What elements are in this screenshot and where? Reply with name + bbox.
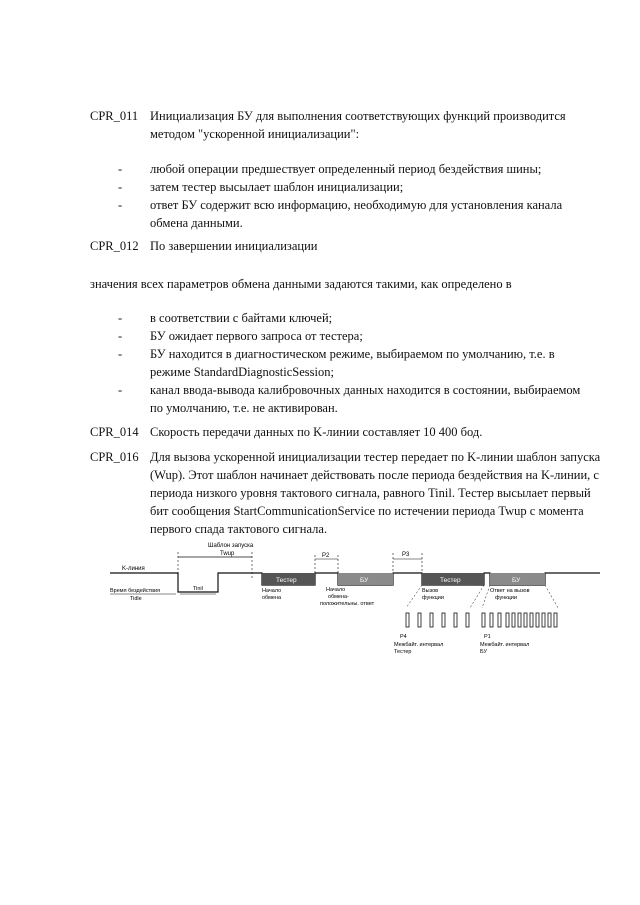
p2-label: P2	[322, 553, 330, 559]
list-item-text: БУ находится в диагностическом режиме, выбираемом по умолчанию, т.е. в режиме StandardDiagnosticSession;	[150, 347, 555, 379]
list-item-text: канал ввода-вывода калибровочных данных находится в состоянии, выбираемом по умолчанию, т.е. не активирован.	[150, 383, 581, 415]
bullet-dash: -	[118, 162, 123, 176]
positive-response-label: положительны. ответ	[320, 601, 375, 607]
tidle-label: Tidle	[130, 596, 142, 602]
function-call-label: Вызов	[422, 588, 439, 594]
ecu-label: БУ	[512, 577, 521, 584]
tinil-label: Tinil	[193, 586, 203, 592]
tester-label: Тестер	[276, 577, 297, 584]
ecu-response-label: Ответ на вызов	[490, 588, 530, 594]
requirement-id: CPR_012	[90, 239, 139, 253]
requirement-text: Скорость передачи данных по K-линии составляет 10 400 бод.	[150, 425, 483, 439]
requirement-text: Для вызова ускоренной инициализации тестер передает по K-линии шаблон запуска (Wup). Этот шаблон начинает действовать после периода бездействия на K-линии, с периода низкого уровня тактового сигнала, равного Tinil. Тестер высылает первый бит сообщения StartCommunicationService по истечении периода Twup с момента первого спада тактового сигнала.	[150, 450, 601, 536]
p4-label: P4	[400, 634, 407, 640]
p1-description: БУ	[480, 649, 487, 655]
ecu-response-label: функции	[495, 595, 517, 601]
tester-bytes	[406, 613, 469, 627]
requirement-id: CPR_014	[90, 425, 139, 439]
function-call-label: функции	[422, 595, 444, 601]
p4-description: Тестер	[394, 649, 412, 655]
bullet-dash: -	[118, 329, 123, 343]
ecu-label: БУ	[360, 577, 369, 584]
p1-description: Межбайт. интервал	[480, 642, 530, 648]
p1-label: P1	[484, 634, 491, 640]
bullet-dash: -	[118, 311, 123, 325]
tester-label: Тестер	[440, 577, 461, 584]
twup-label: Twup	[220, 551, 235, 557]
bullet-dash: -	[118, 180, 123, 194]
list-item-text: БУ ожидает первого запроса от тестера;	[150, 329, 363, 343]
requirement-text: По завершении инициализации	[150, 239, 318, 253]
list-item-text: затем тестер высылает шаблон инициализации;	[150, 180, 404, 194]
zoom-line	[545, 585, 558, 608]
bullet-dash: -	[118, 347, 123, 361]
p3-label: P3	[402, 552, 410, 558]
start-exchange-label: Начало	[262, 588, 282, 594]
values-intro: значения всех параметров обмена данными задаются такими, как определено в	[90, 277, 512, 291]
zoom-line	[470, 585, 484, 608]
requirement-id: CPR_011	[90, 109, 139, 123]
zoom-line	[406, 585, 422, 608]
bullet-dash: -	[118, 198, 123, 212]
list-item-text: любой операции предшествует определенный период бездействия шины;	[150, 162, 542, 176]
timing-diagram	[110, 540, 600, 680]
kline-label: K-линия	[122, 566, 145, 572]
requirement-text: Инициализация БУ для выполнения соответствующих функций производится методом "ускоренной инициализации":	[150, 109, 566, 141]
idle-label: Время бездействия	[110, 588, 161, 594]
ecu-bytes	[482, 613, 557, 627]
list-item-text: ответ БУ содержит всю информацию, необходимую для установления канала обмена данными.	[150, 198, 563, 230]
bullet-dash: -	[118, 383, 123, 397]
positive-response-label: обмена-	[328, 594, 349, 600]
start-exchange-label: обмена	[262, 595, 282, 601]
positive-response-label: Начало	[326, 587, 346, 593]
wup-label: Шаблон запуска	[208, 543, 254, 549]
requirement-id: CPR_016	[90, 450, 139, 464]
p4-description: Межбайт. интервал	[394, 642, 444, 648]
list-item-text: в соответствии с байтами ключей;	[150, 311, 333, 325]
zoom-line	[482, 585, 490, 608]
